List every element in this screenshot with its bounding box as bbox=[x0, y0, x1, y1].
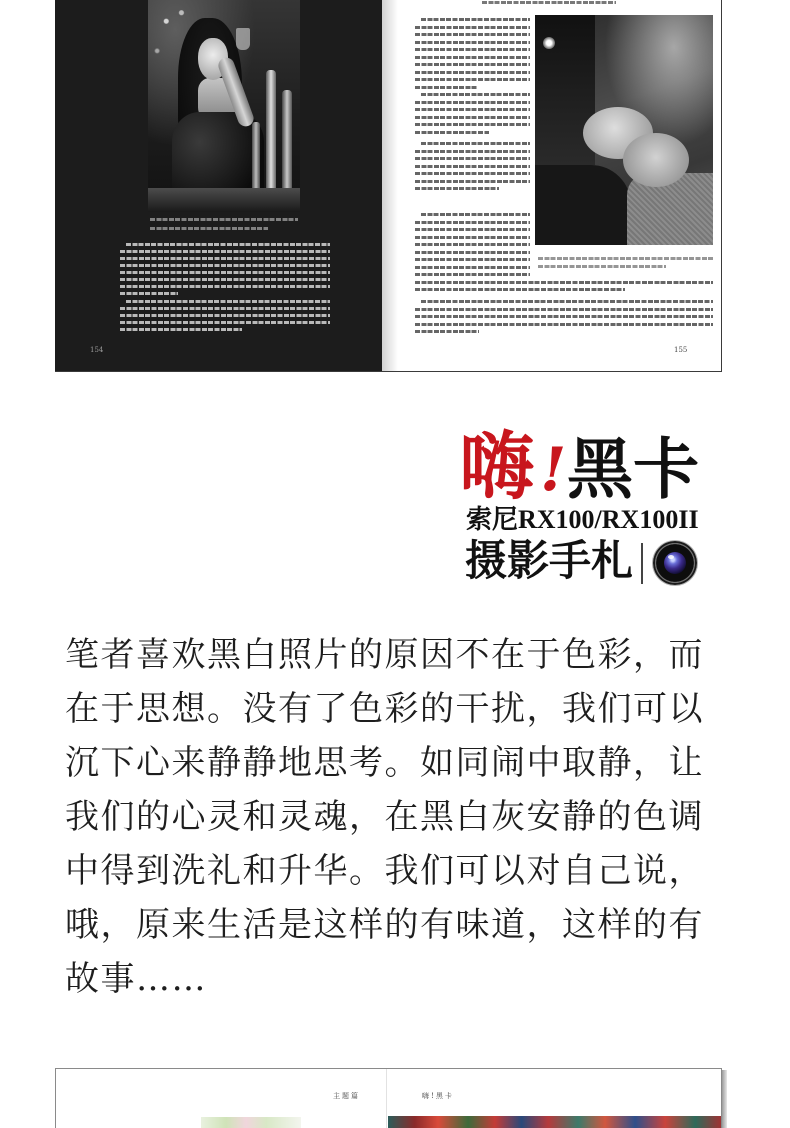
body-text-line bbox=[415, 101, 530, 104]
body-text-line bbox=[415, 273, 530, 276]
paragraph-line: 中得到洗礼和升华。我们可以对自己说， bbox=[65, 851, 704, 891]
body-text-line bbox=[415, 288, 625, 291]
camera-lens-icon bbox=[653, 541, 697, 585]
body-text-line bbox=[415, 150, 530, 153]
body-text-line bbox=[421, 300, 713, 303]
spine-line bbox=[386, 1069, 387, 1128]
paragraph-line: 哦，原来生活是这样的有味道，这样的有 bbox=[65, 905, 704, 945]
lens-glint bbox=[668, 555, 674, 559]
body-text-line bbox=[120, 292, 178, 295]
photo-sleeve bbox=[535, 165, 631, 245]
paragraph-line: 沉下心来静静地思考。如同闹中取静，让 bbox=[65, 743, 704, 783]
body-text-line bbox=[120, 278, 330, 281]
body-text-line bbox=[421, 213, 530, 216]
body-text-line bbox=[415, 63, 530, 66]
body-text-line bbox=[415, 172, 530, 175]
body-text-line bbox=[415, 228, 530, 231]
colorful-photo bbox=[388, 1116, 722, 1128]
photo-hand bbox=[623, 133, 689, 187]
photo-bottle bbox=[282, 90, 292, 190]
body-text-line bbox=[120, 321, 330, 324]
body-text-line bbox=[415, 330, 479, 333]
body-text-line bbox=[415, 315, 713, 318]
body-text-line bbox=[415, 86, 477, 89]
body-text-line bbox=[415, 108, 530, 111]
body-text-line bbox=[120, 328, 242, 331]
body-text-line bbox=[421, 18, 530, 21]
body-text-line bbox=[415, 180, 530, 183]
flower-photo bbox=[201, 1117, 301, 1128]
photo-button bbox=[543, 37, 555, 49]
body-text-line bbox=[415, 157, 530, 160]
body-text-line bbox=[415, 33, 530, 36]
paragraph-line: 在于思想。没有了色彩的干扰，我们可以 bbox=[65, 689, 704, 729]
title-heika: 黑卡 bbox=[567, 430, 699, 508]
photo-glass bbox=[236, 28, 250, 50]
book-spread-bottom bbox=[55, 1068, 722, 1128]
page-edge-shadow bbox=[722, 1070, 727, 1128]
body-text-line bbox=[126, 300, 330, 303]
title-subtitle: 摄影手札 bbox=[465, 536, 634, 585]
body-text-line bbox=[415, 266, 530, 269]
photo-bottle bbox=[252, 122, 260, 192]
body-text-line bbox=[415, 123, 530, 126]
photo-caption-line bbox=[150, 218, 298, 221]
body-text-line bbox=[415, 281, 713, 284]
photo-caption-line bbox=[538, 265, 666, 268]
body-text-line bbox=[120, 307, 330, 310]
page-number-left: 154 bbox=[90, 346, 104, 354]
body-text-line bbox=[415, 323, 713, 326]
body-text-line bbox=[415, 131, 489, 134]
body-text-line bbox=[415, 116, 530, 119]
body-text-line bbox=[415, 26, 530, 29]
photo-caption-line bbox=[150, 227, 268, 230]
body-text-line bbox=[415, 308, 713, 311]
title-camera-model: 索尼RX100/RX100II bbox=[466, 505, 699, 534]
body-text-line bbox=[120, 250, 330, 253]
body-text-line bbox=[120, 285, 330, 288]
spine-shadow bbox=[382, 0, 398, 371]
running-header-left: 主题篇 bbox=[333, 1092, 360, 1100]
page-number-right: 155 bbox=[674, 346, 688, 354]
body-text-line bbox=[415, 251, 530, 254]
body-text-line bbox=[415, 71, 530, 74]
body-text-line bbox=[415, 41, 530, 44]
title-exclamation: ! bbox=[540, 435, 567, 505]
body-text-line bbox=[415, 236, 530, 239]
title-hai: 嗨 bbox=[460, 424, 534, 510]
photo-caption-line bbox=[538, 257, 713, 260]
body-text-line bbox=[415, 48, 530, 51]
body-text-line bbox=[120, 271, 330, 274]
paragraph-line: 故事…… bbox=[65, 959, 207, 999]
body-text-line bbox=[415, 56, 530, 59]
body-text-line bbox=[126, 243, 330, 246]
body-text-line bbox=[415, 78, 530, 81]
woman-at-bar-photo bbox=[148, 0, 300, 212]
body-text-line bbox=[415, 243, 530, 246]
photo-bottle bbox=[266, 70, 276, 190]
body-text-line bbox=[120, 257, 330, 260]
book-spread-top bbox=[55, 0, 722, 372]
intro-paragraph bbox=[65, 628, 745, 1006]
running-header-line bbox=[482, 1, 616, 4]
book-title-logo bbox=[455, 425, 705, 590]
body-text-line bbox=[415, 221, 530, 224]
body-text-line bbox=[421, 93, 530, 96]
paragraph-line: 笔者喜欢黑白照片的原因不在于色彩，而 bbox=[65, 635, 704, 675]
title-divider bbox=[641, 543, 643, 584]
photo-bar-counter bbox=[148, 188, 300, 212]
body-text-line bbox=[120, 264, 330, 267]
hands-in-jacket-photo bbox=[535, 15, 713, 245]
body-text-line bbox=[120, 314, 330, 317]
body-text-line bbox=[415, 165, 530, 168]
body-text-line bbox=[415, 258, 530, 261]
paragraph-line: 我们的心灵和灵魂，在黑白灰安静的色调 bbox=[65, 797, 704, 837]
running-header-right: 嗨!黑卡 bbox=[422, 1092, 454, 1100]
body-text-line bbox=[421, 142, 530, 145]
body-text-line bbox=[415, 187, 499, 190]
